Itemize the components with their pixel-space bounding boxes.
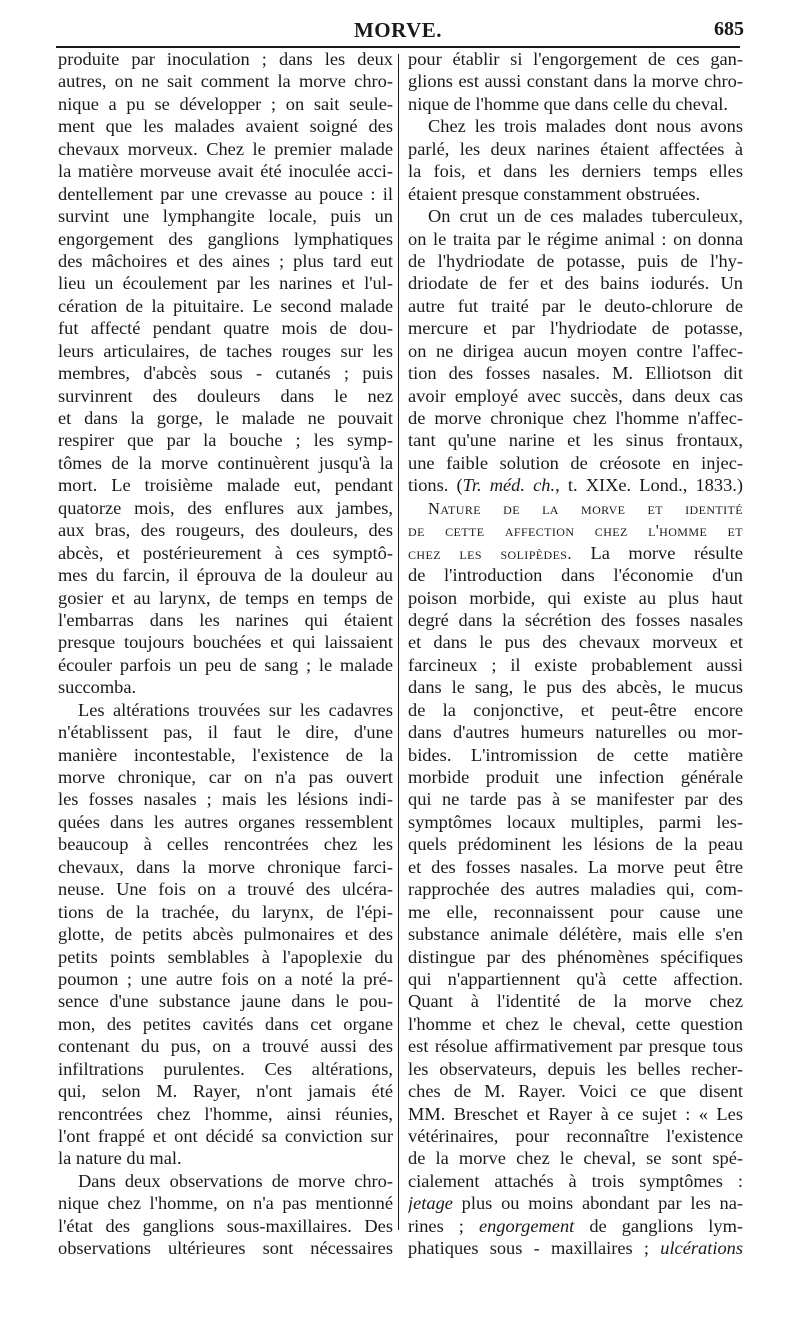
text-span: autres, on ne sait comment la morve chro- <box>58 71 393 92</box>
text-line <box>58 654 393 676</box>
text-line <box>408 385 743 407</box>
text-line <box>408 946 743 968</box>
text-span: de ganglions lym- <box>574 1215 743 1236</box>
text-span: survint une lymphangite locale, puis un <box>58 206 393 227</box>
text-line <box>408 429 743 451</box>
text-line <box>58 93 393 115</box>
text-line <box>58 385 393 407</box>
text-line <box>408 699 743 721</box>
text-span: dans le sang, le pus des abcès, le mucus <box>408 677 743 698</box>
text-line <box>408 654 743 676</box>
italic-text: jetage <box>408 1193 453 1214</box>
text-line <box>58 1237 393 1259</box>
text-span: poison morbide, qui existe au plus haut <box>408 587 743 608</box>
text-line <box>58 70 393 92</box>
text-line <box>58 272 393 294</box>
text-span: driodate de fer et des bains iodurés. Un <box>408 273 743 294</box>
text-span: engorgement des ganglions lymphatiques <box>58 228 393 249</box>
text-line <box>408 676 743 698</box>
text-span: une faible solution de créosote en injec- <box>408 452 743 473</box>
text-span: gosier et au larynx, de temps en temps de <box>58 587 393 608</box>
italic-text: engorgement <box>478 1215 575 1236</box>
text-span: on le traita par le régime animal : on donna <box>408 228 743 249</box>
text-span: petits points semblables à l'apoplexie du <box>58 946 393 967</box>
text-span: neuse. Une fois on a trouvé des ulcéra- <box>58 879 393 900</box>
text-span: manière incontestable, l'existence de la <box>58 744 393 765</box>
text-line <box>408 1103 743 1125</box>
text-line <box>58 811 393 833</box>
text-span: cération de la pituitaire. Le second malade <box>58 295 393 316</box>
text-line <box>408 70 743 92</box>
text-line <box>58 721 393 743</box>
text-line <box>58 923 393 945</box>
text-line <box>408 295 743 317</box>
text-line <box>408 228 743 250</box>
text-span: morbide produit une infection générale <box>408 767 743 787</box>
text-span: sence d'une substance jaune dans le pou- <box>58 991 393 1012</box>
text-line <box>58 160 393 182</box>
text-span: infiltrations purulentes. Ces altérations, <box>58 1058 393 1079</box>
text-line <box>408 362 743 384</box>
text-line <box>408 788 743 810</box>
text-line <box>408 1215 743 1237</box>
text-line <box>58 901 393 923</box>
text-line <box>408 48 743 70</box>
text-line <box>58 452 393 474</box>
text-line <box>58 48 393 70</box>
running-title: MORVE. <box>353 18 442 42</box>
text-line <box>58 1013 393 1035</box>
text-line <box>408 205 743 227</box>
text-line <box>408 250 743 272</box>
text-line <box>408 497 743 519</box>
text-span: produite par inoculation ; dans les deux <box>58 49 393 69</box>
text-span: avoir employé avec succès, dans deux cas <box>408 385 743 406</box>
text-span: étaient presque constamment obstruées. <box>408 183 701 204</box>
text-span: Quant à l'identité de la morve chez <box>408 991 743 1012</box>
text-line <box>408 183 743 205</box>
text-line <box>58 474 393 496</box>
text-line <box>408 721 743 743</box>
text-line <box>408 407 743 429</box>
text-span: et dans la gorge, le malade ne pouvait <box>58 408 393 428</box>
text-span: des mâchoires et des aines ; plus tard eut <box>58 250 393 271</box>
text-line <box>58 631 393 653</box>
text-span: l'homme et chez le cheval, cette question <box>408 1013 743 1034</box>
text-span: qui, selon M. Rayer, n'ont jamais été <box>58 1081 393 1102</box>
text-line <box>58 295 393 317</box>
text-line <box>58 205 393 227</box>
text-span: nique de l'homme que dans celle du cheval. <box>408 93 728 114</box>
text-span: qui n'appartiennent qu'à cette affection. <box>408 968 743 989</box>
text-line <box>58 968 393 990</box>
text-span: mes du farcin, il éprouva de la douleur au <box>58 565 393 586</box>
text-span: l'état des ganglions sous-maxillaires. Des <box>58 1215 393 1236</box>
small-caps-heading: de cette affection chez l'homme et <box>408 521 743 541</box>
text-span: plus ou moins abondant par les na- <box>452 1193 743 1214</box>
text-span: parlé, les deux narines étaient affectées à <box>408 138 743 159</box>
text-line <box>408 138 743 160</box>
text-line <box>58 1147 393 1169</box>
text-line <box>408 744 743 766</box>
text-line <box>58 1035 393 1057</box>
text-span: dans d'autres humeurs naturelles ou mor- <box>408 722 743 743</box>
text-span: Chez les trois malades dont nous avons <box>428 116 743 137</box>
text-span: tant qu'une narine et les sinus frontaux, <box>408 430 743 451</box>
text-span: substance animale délétère, mais elle s'en <box>408 924 743 945</box>
text-span: bides. L'intromission de cette matière <box>408 744 743 765</box>
text-line <box>58 676 393 698</box>
text-line <box>58 362 393 384</box>
text-line <box>408 1080 743 1102</box>
text-line <box>58 1215 393 1237</box>
text-span: cialement attachés à trois symptômes : <box>408 1170 743 1191</box>
text-span: tômes de la morve continuèrent jusqu'à la <box>58 452 393 473</box>
text-span: distingue par des phénomènes spécifiques <box>408 946 743 967</box>
text-line <box>58 1103 393 1125</box>
text-span: de la morve chez le cheval, se sont spé- <box>408 1148 743 1169</box>
text-line <box>58 407 393 429</box>
right-column <box>408 48 743 1260</box>
text-span: et des fosses nasales. La morve peut être <box>408 856 743 877</box>
text-line <box>58 115 393 137</box>
text-span: abcès, et postérieurement à ces symptô- <box>58 542 393 563</box>
text-span: qui ne tarde pas à se manifester par des <box>408 789 743 810</box>
text-line <box>408 115 743 137</box>
text-line <box>408 990 743 1012</box>
text-line <box>408 452 743 474</box>
text-line <box>408 474 743 496</box>
text-span: chevaux morveux. Chez le premier malade <box>58 138 393 159</box>
text-line <box>408 766 743 788</box>
text-span: nique chez l'homme, on n'a pas mentionné <box>58 1193 393 1214</box>
text-span: contenant du pus, on a trouvé aussi des <box>58 1036 393 1057</box>
text-span: membres, d'abcès sous - cutanés ; puis <box>58 363 393 384</box>
text-line <box>408 317 743 339</box>
text-span: respirer que par la bouche ; les symp- <box>58 430 393 451</box>
text-line <box>408 93 743 115</box>
text-span: aux bras, des rougeurs, des douleurs, des <box>58 520 393 541</box>
page-header <box>56 18 744 44</box>
text-span: Les altérations trouvées sur les cadavres <box>78 699 393 720</box>
text-span: La morve résulte <box>571 542 743 563</box>
text-span: observations ultérieures sont nécessaires <box>58 1238 393 1259</box>
text-line <box>408 1237 743 1259</box>
text-line <box>408 609 743 631</box>
text-line <box>408 564 743 586</box>
text-span: morve chronique, car on n'a pas ouvert <box>58 767 393 787</box>
page-number: 685 <box>714 18 744 40</box>
text-span: survinrent des douleurs dans le nez <box>58 385 393 406</box>
text-span: la fois, et dans les derniers temps elles <box>408 161 743 182</box>
text-line <box>408 1035 743 1057</box>
text-span: mon, des petites cavités dans cet organe <box>58 1013 393 1034</box>
text-span: écouler parfois un peu de sang ; le malade <box>58 654 393 675</box>
text-line <box>408 631 743 653</box>
text-span: quatorze mois, des enflures aux jambes, <box>58 497 393 518</box>
text-line <box>408 923 743 945</box>
text-span: ches de M. Rayer. Voici ce que disent <box>408 1081 743 1102</box>
text-span: dentellement par une crevasse au pouce : il <box>58 183 393 204</box>
text-span: rencontrées chez l'homme, ainsi réunies, <box>58 1103 393 1124</box>
text-line <box>408 587 743 609</box>
text-line <box>58 1125 393 1147</box>
text-span: pour établir si l'engorgement de ces gan- <box>408 49 743 69</box>
text-line <box>58 542 393 564</box>
text-span: chevaux, dans la morve chronique farci- <box>58 856 393 877</box>
text-line <box>58 990 393 1012</box>
text-span: degré dans la sécrétion des fosses nasales <box>408 609 743 630</box>
text-line <box>408 811 743 833</box>
text-line <box>408 542 743 564</box>
column-divider <box>398 54 399 1230</box>
text-span: presque toujours bouchées et qui laissaient <box>58 632 393 653</box>
text-span: leurs articulaires, de taches rouges sur les <box>58 340 393 361</box>
text-span: symptômes locaux multiples, parmi les- <box>408 811 743 832</box>
text-line <box>58 250 393 272</box>
text-line <box>408 1170 743 1192</box>
text-span: autre fut traité par le deuto-chlorure de <box>408 295 743 316</box>
text-line <box>408 1147 743 1169</box>
text-span: est résolue affirmativement par presque tous <box>408 1036 743 1057</box>
text-span: la matière morveuse avait été inoculée acci- <box>58 161 393 182</box>
text-span: on ne dirigea aucun moyen contre l'affec- <box>408 340 743 361</box>
text-line <box>408 901 743 923</box>
text-span: de la conjonctive, et peut-être encore <box>408 699 743 720</box>
text-line <box>58 587 393 609</box>
text-span: les fosses nasales ; mais les lésions indi- <box>58 789 393 810</box>
text-line <box>58 564 393 586</box>
italic-text: Tr. méd. ch. <box>462 475 556 496</box>
text-line <box>58 1170 393 1192</box>
text-line <box>58 1080 393 1102</box>
text-span: poumon ; une autre fois on a noté la pré- <box>58 968 393 989</box>
text-line <box>408 519 743 541</box>
text-line <box>58 878 393 900</box>
text-line <box>58 497 393 519</box>
text-span: me elle, reconnaissent pour cause une <box>408 901 743 922</box>
text-span: vétérinaires, pour reconnaître l'existence <box>408 1126 743 1146</box>
text-line <box>58 833 393 855</box>
text-line <box>58 429 393 451</box>
text-line <box>58 340 393 362</box>
text-span: glotte, de petits abcès pulmonaires et des <box>58 924 393 945</box>
text-line <box>58 1058 393 1080</box>
text-span: et dans le pus des chevaux morveux et <box>408 632 743 653</box>
italic-text: ulcérations <box>660 1238 743 1259</box>
text-span: MM. Breschet et Rayer à ce sujet : « Les <box>408 1103 743 1124</box>
small-caps-heading: Nature de la morve et identité <box>428 498 743 518</box>
text-span: beaucoup à celles rencontrées chez les <box>58 834 393 855</box>
text-line <box>58 138 393 160</box>
text-line <box>408 160 743 182</box>
text-span: succomba. <box>58 677 137 698</box>
text-span: farcineux ; il existe probablement aussi <box>408 654 743 675</box>
text-span: quées dans les autres organes ressemblent <box>58 811 393 832</box>
left-column <box>58 48 393 1260</box>
text-span: nique a pu se développer ; on sait seule- <box>58 93 393 114</box>
text-line <box>58 519 393 541</box>
text-line <box>58 1192 393 1214</box>
text-span: quels prédominent les lésions de la peau <box>408 834 743 855</box>
text-span: de l'introduction dans l'économie d'un <box>408 565 743 586</box>
text-line <box>58 183 393 205</box>
text-line <box>58 766 393 788</box>
text-line <box>58 609 393 631</box>
text-line <box>408 856 743 878</box>
text-span: la nature du mal. <box>58 1148 182 1169</box>
text-line <box>58 744 393 766</box>
text-span: de l'hydriodate de potasse, puis de l'hy- <box>408 250 743 271</box>
text-span: On crut un de ces malades tuberculeux, <box>428 206 743 227</box>
text-line <box>58 788 393 810</box>
text-line <box>408 878 743 900</box>
small-caps-heading: chez les solipèdes. <box>408 543 572 563</box>
text-line <box>408 968 743 990</box>
text-line <box>408 1125 743 1147</box>
text-span: l'embarras dans les narines qui étaient <box>58 609 393 630</box>
text-span: phatiques sous - maxillaires ; <box>408 1238 661 1259</box>
text-span: ment que les malades avaient soigné des <box>58 116 393 137</box>
text-span: de morve chronique chez l'homme n'affec- <box>408 408 743 428</box>
text-line <box>58 946 393 968</box>
text-line <box>408 833 743 855</box>
text-span: mort. Le troisième malade eut, pendant <box>58 475 393 496</box>
text-span: , t. XIXe. Lond., 1833.) <box>555 475 743 496</box>
text-line <box>408 272 743 294</box>
text-line <box>408 1013 743 1035</box>
text-line <box>58 317 393 339</box>
text-span: Dans deux observations de morve chro- <box>78 1170 393 1191</box>
text-span: mercure et par l'hydriodate de potasse, <box>408 318 743 339</box>
text-line <box>408 1192 743 1214</box>
text-span: lieu un écoulement par les narines et l'ul- <box>58 273 393 294</box>
text-span: n'établissent pas, il faut le dire, d'une <box>58 722 393 743</box>
text-line <box>58 856 393 878</box>
text-span: rines ; <box>408 1215 479 1236</box>
text-line <box>408 340 743 362</box>
text-span: tions de la trachée, du larynx, de l'épi- <box>58 901 393 922</box>
text-span: rapprochée des autres maladies qui, com- <box>408 879 743 900</box>
text-span: tions. ( <box>408 475 463 496</box>
text-line <box>58 699 393 721</box>
text-span: les observateurs, depuis les belles recher- <box>408 1058 743 1079</box>
text-span: fut affecté pendant quatre mois de dou- <box>58 318 393 339</box>
text-span: l'ont frappé et ont décidé sa conviction sur <box>58 1126 393 1146</box>
text-span: glions est aussi constant dans la morve chro- <box>408 71 743 92</box>
text-line <box>58 228 393 250</box>
text-line <box>408 1058 743 1080</box>
text-span: tion des fosses nasales. M. Elliotson dit <box>408 363 743 384</box>
